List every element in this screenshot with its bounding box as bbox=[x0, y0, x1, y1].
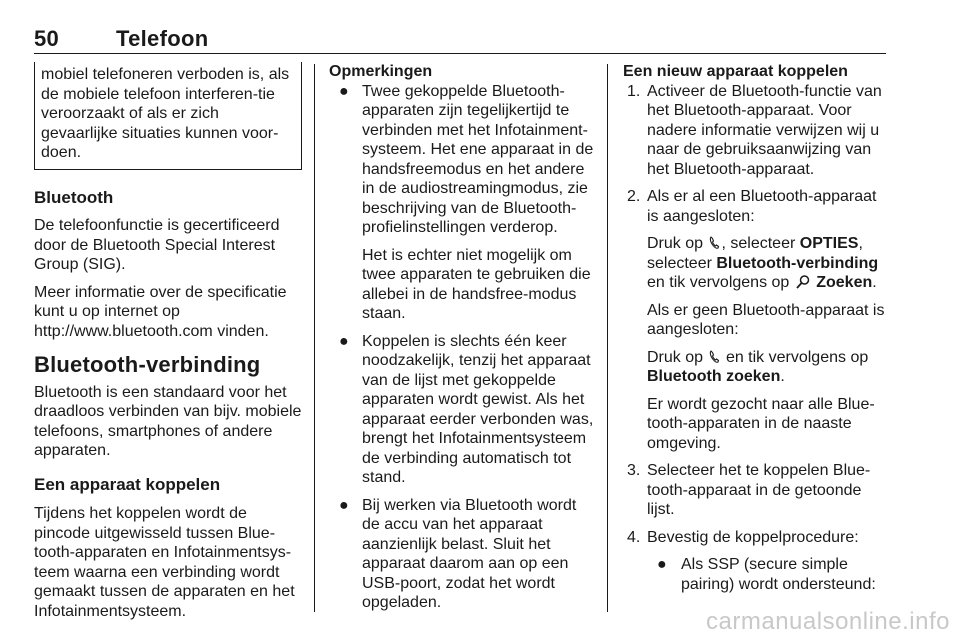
new-device-heading: Een nieuw apparaat koppelen bbox=[623, 63, 848, 80]
bluetooth-paragraph-1: De telefoonfunctie is gecertificeerd door de Bluetooth Special Interest Group (SIG). bbox=[34, 217, 280, 273]
list-item bbox=[623, 528, 889, 595]
options-label: OPTIES bbox=[799, 235, 859, 252]
pairing-paragraph: Tijdens het koppelen wordt de pincode uitgewisseld tussen Blue-tooth-apparaten en Infotainmentsys-teem waarna een verbinding wordt gemaakt tussen de apparaten en het Infotainmentsysteem. bbox=[34, 505, 295, 620]
search-label: Zoeken bbox=[816, 274, 873, 291]
pairing-heading: Een apparaat koppelen bbox=[34, 474, 221, 494]
list-item bbox=[647, 555, 889, 594]
step-number: 4. bbox=[627, 528, 641, 546]
bluetooth-heading: Bluetooth bbox=[34, 187, 114, 207]
list-item bbox=[623, 461, 889, 520]
page-title: Telefoon bbox=[116, 26, 209, 51]
step-2-text: Als er al een Bluetooth-apparaat is aangesloten: bbox=[647, 188, 877, 225]
phone-icon bbox=[708, 349, 720, 365]
bullet-icon: ● bbox=[339, 82, 349, 100]
step-2-instruction: Druk op , selecteer OPTIES, selecteer Bluetooth-verbinding en tik vervolgens op Zoeken. bbox=[647, 235, 879, 291]
step-number: 1. bbox=[627, 82, 641, 100]
bullet-icon: ● bbox=[657, 556, 667, 573]
search-icon bbox=[795, 274, 811, 290]
step-2-alternative: Als er geen Bluetooth-apparaat is aangesloten: bbox=[647, 301, 885, 338]
note-bullet-1-continued: Het is echter niet mogelijk om twee apparaten te gebruiken die allebei in de handsfree-modus staan. bbox=[362, 246, 591, 322]
step-3-text: Selecteer het te koppelen Blue-tooth-apparaat in de getoonde lijst. bbox=[647, 462, 871, 518]
step-2-search-note: Er wordt gezocht naar alle Blue-tooth-apparaten in de naaste omgeving. bbox=[647, 395, 875, 452]
bluetooth-connection-label: Bluetooth-verbinding bbox=[716, 254, 879, 272]
note-bullet-3: Bij werken via Bluetooth wordt de accu van het apparaat aanzienlijk belast. Sluit het apparaat daarom aan op een USB-poort, zodat het wordt opgeladen. bbox=[362, 496, 577, 611]
step-4-text: Bevestig de koppelprocedure: bbox=[647, 528, 859, 546]
warning-text: mobiel telefoneren verboden is, als de mobiele telefoon interferen-tie veroorzaakt of als er zich gevaarlijke situaties kunnen voor-doen. bbox=[41, 66, 290, 161]
list-item bbox=[623, 187, 889, 453]
list-item bbox=[329, 82, 595, 324]
warning-box bbox=[34, 62, 302, 170]
header-rule bbox=[34, 53, 886, 54]
step-2-alternative-instruction: Druk op en tik vervolgens op Bluetooth zoeken. bbox=[647, 348, 869, 385]
step-number: 3. bbox=[627, 462, 641, 479]
column-3 bbox=[623, 62, 889, 602]
note-bullet-1: Twee gekoppelde Bluetooth-apparaten zijn tegelijkertijd te verbinden met het Infotainment-systeem. Het ene apparaat in de handsfreemodus en het andere in de audiostreamingmodus, zie beschrijving van de Bluetooth-profielinstellingen verderop. bbox=[362, 82, 594, 236]
list-item bbox=[329, 332, 595, 488]
bullet-icon: ● bbox=[339, 496, 349, 514]
list-item bbox=[623, 82, 889, 180]
watermark: carmanualsonline.info bbox=[706, 608, 950, 635]
bullet-icon: ● bbox=[339, 332, 349, 350]
notes-heading: Opmerkingen bbox=[329, 63, 433, 80]
step-number: 2. bbox=[627, 188, 641, 205]
page-number: 50 bbox=[34, 26, 60, 51]
step-1-text: Activeer de Bluetooth-functie van het Bluetooth-apparaat. Voor nadere informatie verwijzen wij u naar de gebruiksaanwijzing van het Bluetooth-apparaat. bbox=[647, 82, 882, 178]
bluetooth-paragraph-2: Meer informatie over de specificatie kunt u op internet op http://www.bluetooth.com vinden. bbox=[34, 283, 287, 340]
note-bullet-2: Koppelen is slechts één keer noodzakelijk, tenzij het apparaat van de lijst met gekoppelde apparaten wordt gewist. Als het apparaat eerder verbonden was, brengt het Infotainmentsysteem de verbinding automatisch tot stand. bbox=[362, 332, 594, 486]
column-divider-1 bbox=[314, 64, 315, 612]
bluetooth-search-label: Bluetooth zoeken bbox=[647, 368, 781, 385]
column-1 bbox=[34, 62, 302, 629]
step-4-bullet: Als SSP (secure simple pairing) wordt ondersteund: bbox=[681, 556, 876, 593]
connection-heading: Bluetooth-verbinding bbox=[34, 352, 261, 377]
phone-icon bbox=[708, 235, 720, 251]
connection-paragraph: Bluetooth is een standaard voor het draadloos verbinden van bijv. mobiele telefoons, smartphones of andere apparaten. bbox=[34, 383, 302, 459]
list-item bbox=[329, 496, 595, 613]
column-2 bbox=[329, 62, 595, 621]
column-divider-2 bbox=[607, 64, 608, 612]
